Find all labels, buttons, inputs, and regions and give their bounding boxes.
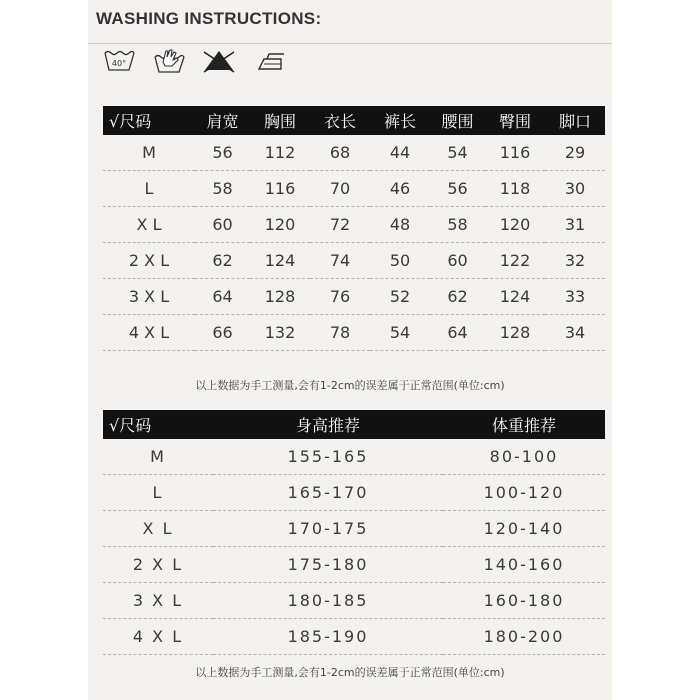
table-row (103, 619, 605, 655)
table-header-row (103, 106, 605, 135)
cell: 74 (310, 243, 370, 279)
cell: L (103, 475, 213, 511)
cell: 64 (195, 279, 250, 315)
header-size: √尺码 (103, 410, 213, 439)
header-weight: 体重推荐 (443, 410, 605, 439)
cell: 120-140 (443, 511, 605, 547)
cell: 116 (250, 171, 310, 207)
size-measurement-table (103, 106, 605, 351)
table-row (103, 279, 605, 315)
cell: 3 X L (103, 583, 213, 619)
cell: 132 (250, 315, 310, 351)
measurement-note: 以上数据为手工测量,会有1-2cm的误差属于正常范围(单位:cm) (195, 666, 505, 679)
table-row (103, 511, 605, 547)
cell: 58 (195, 171, 250, 207)
wash-40-icon (103, 48, 135, 74)
table-row (103, 207, 605, 243)
cell: X L (103, 511, 213, 547)
cell: 52 (370, 279, 430, 315)
cell: X L (103, 207, 195, 243)
cell: 122 (485, 243, 545, 279)
table-header-row (103, 410, 605, 439)
cell: 72 (310, 207, 370, 243)
cell: 185-190 (213, 619, 443, 655)
cell: 165-170 (213, 475, 443, 511)
cell: 124 (250, 243, 310, 279)
wash-temperature-label: 40° (111, 59, 127, 68)
cell: 118 (485, 171, 545, 207)
cell: 120 (250, 207, 310, 243)
iron-icon (256, 48, 288, 74)
table-row (103, 243, 605, 279)
measurement-note: 以上数据为手工测量,会有1-2cm的误差属于正常范围(单位:cm) (195, 379, 505, 392)
table-row (103, 547, 605, 583)
cell: 100-120 (443, 475, 605, 511)
header-length: 衣长 (310, 106, 370, 135)
cell: 160-180 (443, 583, 605, 619)
cell: 66 (195, 315, 250, 351)
table-row (103, 583, 605, 619)
cell: 48 (370, 207, 430, 243)
cell: 56 (430, 171, 485, 207)
header-chest: 胸围 (250, 106, 310, 135)
header-shoulder: 肩宽 (195, 106, 250, 135)
cell: 120 (485, 207, 545, 243)
cell: 58 (430, 207, 485, 243)
cell: 155-165 (213, 439, 443, 475)
cell: 44 (370, 135, 430, 171)
cell: 54 (430, 135, 485, 171)
cell: 180-200 (443, 619, 605, 655)
cell: 46 (370, 171, 430, 207)
header-height: 身高推荐 (213, 410, 443, 439)
cell: 30 (545, 171, 605, 207)
cell: M (103, 439, 213, 475)
cell: 54 (370, 315, 430, 351)
cell: 128 (250, 279, 310, 315)
cell: 70 (310, 171, 370, 207)
cell: 32 (545, 243, 605, 279)
size-recommendation-table (103, 410, 605, 655)
cell: 78 (310, 315, 370, 351)
cell: 128 (485, 315, 545, 351)
cell: 3 X L (103, 279, 195, 315)
divider (88, 43, 612, 44)
cell: 112 (250, 135, 310, 171)
cell: 60 (430, 243, 485, 279)
hand-wash-icon (153, 48, 185, 74)
table-row (103, 171, 605, 207)
cell: 64 (430, 315, 485, 351)
washing-title: WASHING INSTRUCTIONS: (96, 9, 322, 28)
cell: 60 (195, 207, 250, 243)
cell: 80-100 (443, 439, 605, 475)
cell: 116 (485, 135, 545, 171)
header-hip: 臀围 (485, 106, 545, 135)
cell: 124 (485, 279, 545, 315)
header-pants-length: 裤长 (370, 106, 430, 135)
cell: 33 (545, 279, 605, 315)
cell: L (103, 171, 195, 207)
header-hem: 脚口 (545, 106, 605, 135)
cell: 62 (430, 279, 485, 315)
cell: 2 X L (103, 547, 213, 583)
cell: 4 X L (103, 315, 195, 351)
header-size: √尺码 (103, 106, 195, 135)
cell: 4 X L (103, 619, 213, 655)
cell: 170-175 (213, 511, 443, 547)
table-row (103, 475, 605, 511)
cell: M (103, 135, 195, 171)
cell: 2 X L (103, 243, 195, 279)
cell: 140-160 (443, 547, 605, 583)
cell: 34 (545, 315, 605, 351)
cell: 180-185 (213, 583, 443, 619)
cell: 62 (195, 243, 250, 279)
dry-flat-icon (200, 48, 238, 74)
table-row (103, 315, 605, 351)
cell: 56 (195, 135, 250, 171)
cell: 76 (310, 279, 370, 315)
header-waist: 腰围 (430, 106, 485, 135)
table-row (103, 439, 605, 475)
cell: 50 (370, 243, 430, 279)
table-row (103, 135, 605, 171)
cell: 29 (545, 135, 605, 171)
cell: 68 (310, 135, 370, 171)
cell: 31 (545, 207, 605, 243)
cell: 175-180 (213, 547, 443, 583)
